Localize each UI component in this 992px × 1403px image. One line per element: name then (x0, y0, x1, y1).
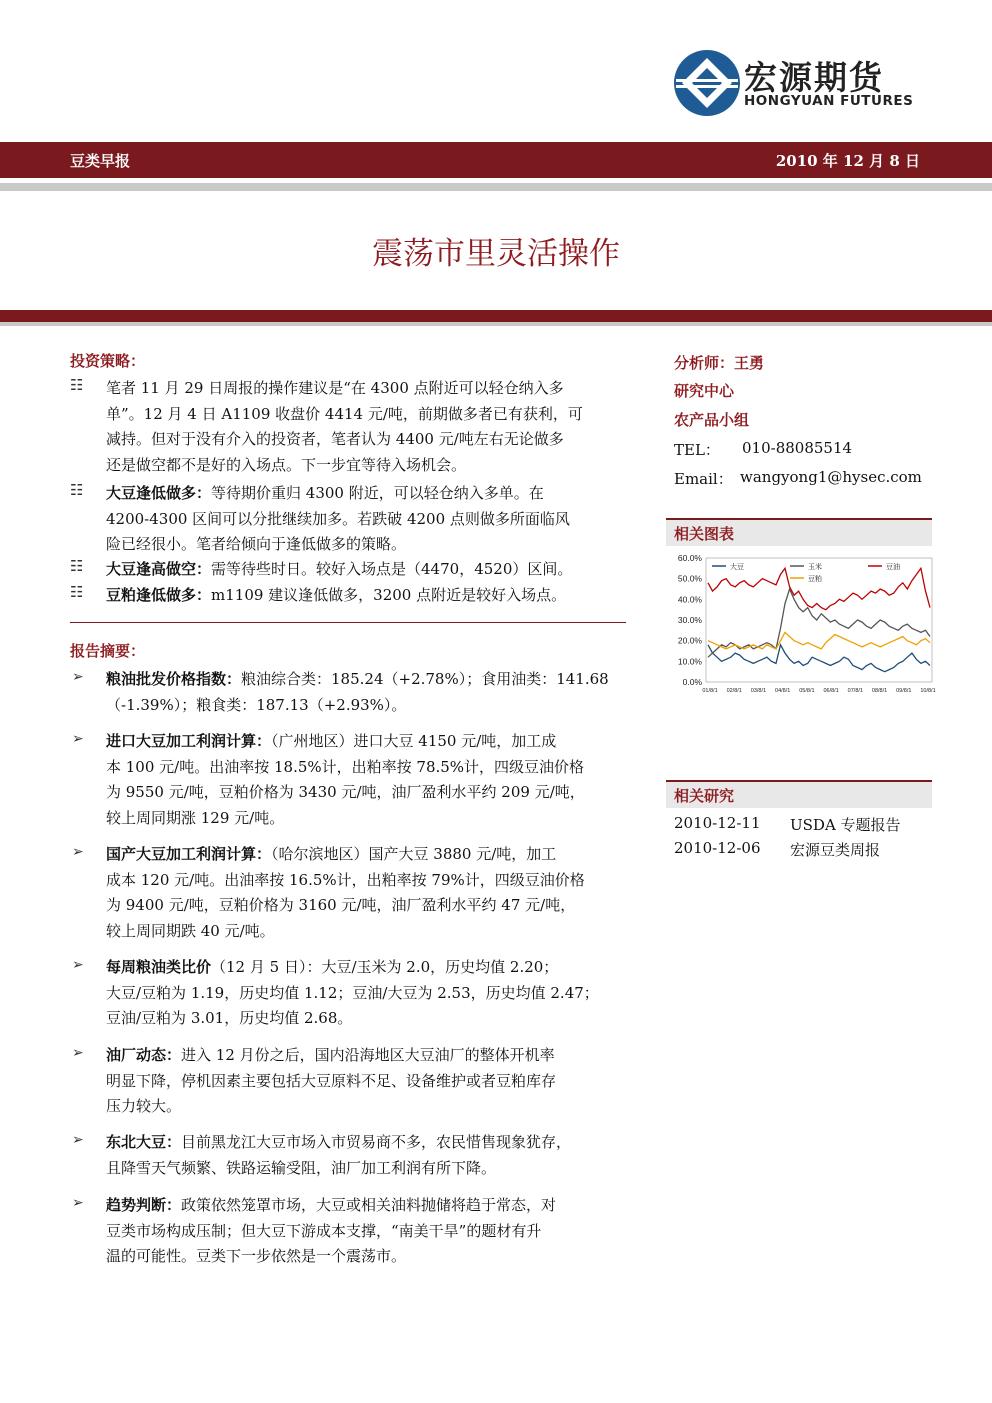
summary-item-label: 粮油批发价格指数： (106, 670, 242, 688)
report-title: 震荡市里灵活操作 (372, 236, 620, 272)
strategy-item-text: 需等待些时日。较好入场点是（4470，4520）区间。 (211, 560, 573, 578)
summary-item-label: 国产大豆加工利润计算： (106, 845, 272, 863)
y-tick-label: 50.0% (677, 573, 702, 584)
summary-item-text: 目前黑龙江大豆市场入市贸易商不多，农民惜售现象犹存， (181, 1133, 572, 1151)
chart-heading-bar (666, 518, 932, 546)
strategy-line (106, 427, 626, 453)
legend-label: 大豆 (730, 563, 744, 571)
strategy-item-text: 单”。12 月 4 日 A1109 收盘价 4414 元/吨，前期做多者已有获利，可 (106, 404, 583, 423)
summary-line (106, 1156, 626, 1182)
y-tick-label: 60.0% (677, 553, 702, 563)
research-date-2: 2010-12-06 (674, 839, 761, 857)
dept-agri: 农产品小组 (674, 411, 750, 429)
legend-label: 玉米 (808, 563, 822, 571)
legend-label: 豆油 (886, 563, 900, 571)
summary-item-text: 为 9400 元/吨，豆粕价格为 3160 元/吨，油厂盈利水平约 47 元/吨， (106, 896, 576, 914)
summary-item-text: 温的可能性。豆类下一步依然是一个震荡市。 (106, 1247, 407, 1265)
strategy-line (106, 532, 626, 558)
header-gray-band (0, 183, 992, 191)
x-tick-label: 06/8/1 (823, 688, 839, 694)
summary-line (106, 893, 626, 919)
y-tick-label: 20.0% (677, 635, 702, 646)
strategy-item-text: m1109 建议逢低做多，3200 点附近是较好入场点。 (211, 586, 567, 604)
summary-line (106, 868, 626, 894)
summary-item-text: 较上周同期跌 40 元/吨。 (106, 921, 275, 940)
logo-text-en: HONGYUAN FUTURES (744, 93, 914, 109)
summary-line (106, 842, 626, 868)
summary-line (106, 919, 626, 945)
arrow-bullet-icon: ➢ (72, 844, 84, 860)
y-tick-label: 40.0% (677, 594, 702, 605)
book-bullet-icon: ☷ (70, 481, 84, 499)
summary-item-text: 成本 120 元/吨。出油率按 16.5%计，出粕率按 79%计，四级豆油价格 (106, 870, 585, 889)
strategy-item-label: 大豆逢低做多： (106, 484, 212, 502)
strategy-item-text: 笔者 11 月 29 日周报的操作建议是“在 4300 点附近可以轻仓纳入多 (106, 379, 564, 397)
summary-item-label: 每周粮油类比价 (106, 958, 212, 976)
summary-item-text: 明显下降，停机因素主要包括大豆原料不足、设备维护或者豆粕库存 (106, 1071, 557, 1090)
arrow-bullet-icon: ➢ (72, 669, 84, 685)
chart-heading: 相关图表 (674, 525, 735, 543)
y-tick-label: 0.0% (682, 677, 702, 687)
summary-line (106, 1069, 626, 1095)
summary-item-label: 趋势判断： (106, 1196, 182, 1214)
strategy-line (106, 402, 626, 428)
research-date-1: 2010-12-11 (674, 814, 761, 832)
strategy-item-text: 险已经很小。笔者给倾向于逢低做多的策略。 (106, 535, 407, 553)
strategy-item-label: 大豆逢高做空： (106, 560, 212, 578)
summary-line (106, 693, 626, 719)
summary-item-text: 粮油综合类：185.24（+2.78%）；食用油类：141.68 (241, 670, 609, 688)
summary-item-label: 东北大豆： (106, 1133, 182, 1151)
strategy-item-text: 还是做空都不是好的入场点。下一步宜等待入场机会。 (106, 455, 467, 474)
summary-line (106, 806, 626, 832)
summary-item-text: 豆油/豆粕为 3.01，历史均值 2.68。 (106, 1009, 353, 1027)
tel-value: 010-88085514 (742, 439, 853, 457)
analyst-name: 分析师：王勇 (674, 354, 765, 372)
summary-line (106, 667, 626, 693)
tel-label: TEL： (674, 441, 720, 459)
x-tick-label: 10/8/1 (920, 688, 936, 694)
summary-line (106, 729, 626, 755)
summary-heading: 报告摘要： (70, 642, 146, 660)
arrow-bullet-icon: ➢ (72, 957, 84, 973)
strategy-line (106, 583, 626, 609)
summary-line (106, 1193, 626, 1219)
arrow-bullet-icon: ➢ (72, 1045, 84, 1061)
research-heading: 相关研究 (674, 787, 735, 805)
section-divider (70, 622, 626, 623)
strategy-line (106, 481, 626, 507)
summary-line (106, 1094, 626, 1120)
strategy-line (106, 453, 626, 479)
strategy-line (106, 557, 626, 583)
strategy-heading: 投资策略： (70, 352, 146, 370)
summary-line (106, 1244, 626, 1270)
research-heading-bar (666, 780, 932, 808)
arrow-bullet-icon: ➢ (72, 1132, 84, 1148)
dept-research: 研究中心 (674, 382, 735, 400)
arrow-bullet-icon: ➢ (72, 1195, 84, 1211)
email-label: Email： (674, 470, 733, 488)
summary-item-text: 豆类市场构成压制；但大豆下游成本支撑，“南美干旱”的题材有升 (106, 1221, 542, 1240)
y-tick-label: 10.0% (677, 656, 702, 667)
summary-item-text: （广州地区）进口大豆 4150 元/吨，加工成 (271, 732, 557, 750)
summary-line (106, 1130, 626, 1156)
book-bullet-icon: ☷ (70, 557, 84, 575)
legend-label: 豆粕 (808, 575, 822, 583)
summary-item-text: 进入 12 月份之后，国内沿海地区大豆油厂的整体开机率 (181, 1046, 555, 1064)
strategy-line (106, 507, 626, 533)
summary-item-text: 大豆/豆粕为 1.19，历史均值 1.12；豆油/大豆为 2.53，历史均值 2.47； (106, 983, 599, 1002)
summary-item-text: （哈尔滨地区）国产大豆 3880 元/吨，加工 (271, 845, 557, 863)
strategy-item-text: 4200-4300 区间可以分批继续加多。若跌破 4200 点则做多所面临风 (106, 509, 570, 528)
summary-item-text: 本 100 元/吨。出油率按 18.5%计，出粕率按 78.5%计，四级豆油价格 (106, 757, 585, 776)
summary-line (106, 755, 626, 781)
summary-item-text: 为 9550 元/吨，豆粕价格为 3430 元/吨，油厂盈利水平约 209 元/吨， (106, 783, 585, 801)
summary-item-text: 且降雪天气频繁、铁路运输受阻，油厂加工利润有所下降。 (106, 1158, 497, 1177)
x-tick-label: 09/8/1 (896, 688, 912, 694)
book-bullet-icon: ☷ (70, 376, 84, 394)
summary-line (106, 1043, 626, 1069)
ratio-line-chart (666, 548, 936, 698)
report-category: 豆类早报 (70, 152, 131, 170)
x-tick-label: 05/8/1 (799, 688, 815, 694)
summary-item-label: 油厂动态： (106, 1046, 182, 1064)
summary-line (106, 955, 626, 981)
book-bullet-icon: ☷ (70, 583, 84, 601)
hongyuan-logo-icon (672, 48, 742, 118)
strategy-item-label: 豆粕逢低做多： (106, 586, 212, 604)
research-title-1[interactable]: USDA 专题报告 (790, 816, 901, 834)
strategy-line (106, 376, 626, 402)
strategy-item-text: 等待期价重归 4300 附近，可以轻仓纳入多单。在 (211, 484, 544, 502)
summary-item-text: （12 月 5 日）：大豆/玉米为 2.0，历史均值 2.20； (211, 958, 559, 976)
y-tick-label: 30.0% (677, 615, 702, 625)
x-tick-label: 07/8/1 (847, 688, 863, 694)
summary-line (106, 1219, 626, 1245)
summary-item-text: （-1.39%）；粮食类：187.13（+2.93%）。 (106, 695, 407, 714)
email-value[interactable]: wangyong1@hysec.com (740, 468, 922, 486)
summary-item-text: 政策依然笼罩市场，大豆或相关油料抛储将趋于常态，对 (181, 1196, 557, 1214)
research-title-2[interactable]: 宏源豆类周报 (790, 841, 881, 859)
report-date: 2010 年 12 月 8 日 (775, 152, 920, 170)
x-tick-label: 04/8/1 (775, 688, 791, 694)
series-line-3 (708, 632, 930, 649)
summary-line (106, 1006, 626, 1032)
x-tick-label: 03/8/1 (750, 688, 767, 694)
summary-item-text: 较上周同期涨 129 元/吨。 (106, 808, 285, 827)
summary-item-text: 压力较大。 (106, 1097, 182, 1115)
summary-item-label: 进口大豆加工利润计算： (106, 732, 272, 750)
x-tick-label: 02/8/1 (726, 688, 742, 694)
logo-text-cn: 宏源期货 (744, 58, 884, 97)
arrow-bullet-icon: ➢ (72, 731, 84, 747)
title-divider-gray (0, 322, 992, 326)
x-tick-label: 08/8/1 (871, 688, 888, 694)
x-tick-label: 01/8/1 (702, 688, 718, 694)
strategy-item-text: 减持。但对于没有介入的投资者，笔者认为 4400 元/吨左右无论做多 (106, 430, 564, 448)
summary-line (106, 780, 626, 806)
summary-line (106, 981, 626, 1007)
title-divider-band (0, 310, 992, 322)
